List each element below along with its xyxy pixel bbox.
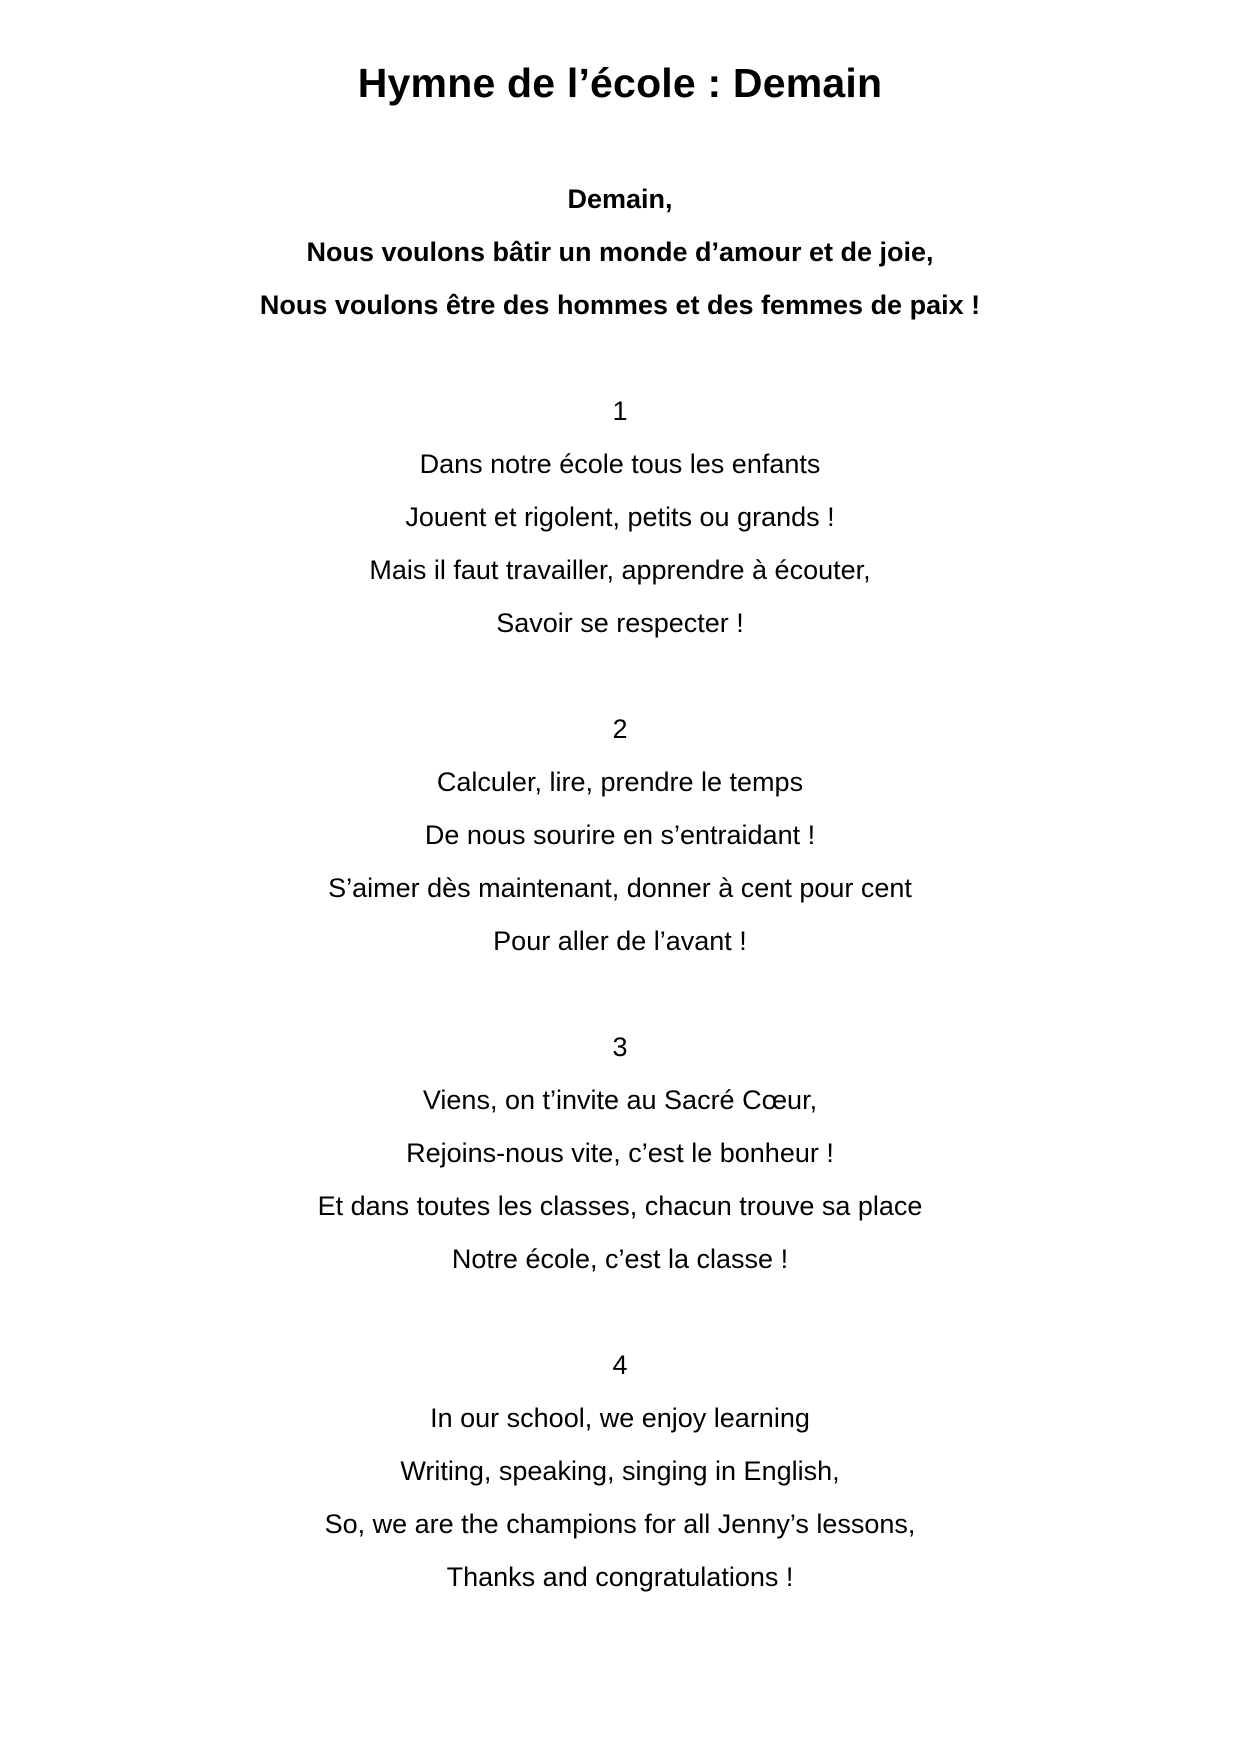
verse-line: S’aimer dès maintenant, donner à cent pour cent [328, 873, 912, 903]
verse-line: Savoir se respecter ! [496, 608, 744, 638]
verse-line: Dans notre école tous les enfants [419, 449, 821, 479]
verse-number: 4 [612, 1350, 628, 1380]
chorus-line: Nous voulons bâtir un monde d’amour et de joie, [306, 237, 934, 267]
chorus [0, 179, 1240, 338]
chorus-line: Demain, [567, 184, 673, 214]
verse-number: 3 [612, 1032, 628, 1062]
verse-3 [0, 1027, 1240, 1292]
chorus-line: Nous voulons être des hommes et des femmes de paix ! [259, 290, 981, 320]
verse-line: Thanks and congratulations ! [446, 1562, 794, 1592]
verse-number: 2 [612, 714, 628, 744]
verse-1 [0, 391, 1240, 656]
verse-line: Et dans toutes les classes, chacun trouve sa place [317, 1191, 923, 1221]
verse-line: Pour aller de l’avant ! [493, 926, 747, 956]
verse-4 [0, 1345, 1240, 1610]
verse-2 [0, 709, 1240, 974]
verse-line: Viens, on t’invite au Sacré Cœur, [422, 1085, 818, 1115]
verse-line: De nous sourire en s’entraidant ! [424, 820, 816, 850]
verse-line: Jouent et rigolent, petits ou grands ! [405, 502, 835, 532]
document-title: Hymne de l’école : Demain [357, 60, 883, 106]
verse-line: Mais il faut travailler, apprendre à écouter, [369, 555, 871, 585]
verse-line: Notre école, c’est la classe ! [451, 1244, 789, 1274]
verse-line: Calculer, lire, prendre le temps [436, 767, 804, 797]
verse-line: Writing, speaking, singing in English, [400, 1456, 840, 1486]
verse-line: Rejoins-nous vite, c’est le bonheur ! [406, 1138, 834, 1168]
verse-line: So, we are the champions for all Jenny’s lessons, [324, 1509, 916, 1539]
verse-number: 1 [612, 396, 628, 426]
verse-line: In our school, we enjoy learning [430, 1403, 810, 1433]
